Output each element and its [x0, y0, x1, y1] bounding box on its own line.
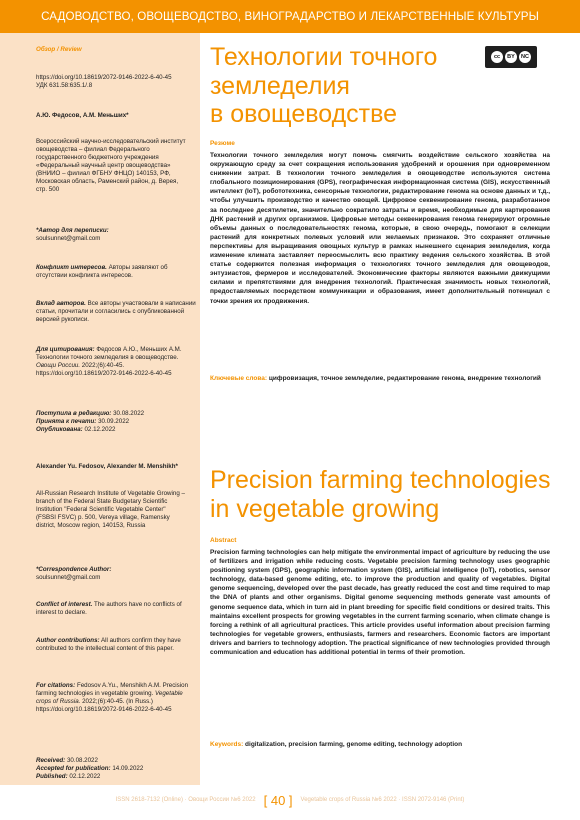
- title-en-line-1: Precision farming technologies: [210, 466, 551, 494]
- keywords-label-en: Keywords:: [210, 741, 244, 748]
- authors-ru: А.Ю. Федосов, А.М. Меньших*: [36, 112, 129, 119]
- conflict-ru: [36, 264, 196, 280]
- title-en-line-2: in vegetable growing: [210, 494, 440, 523]
- accepted-date-en: 14.09.2022: [112, 765, 144, 772]
- conflict-en: [36, 601, 196, 617]
- affiliation-en: All-Russian Research Institute of Vegetable Growing – branch of the Federal State Budgetary Scientific Institution "Federal Scientific Vegetable Center" (FSBSI FSVC) p. 500, Vereya village, Ramensky district, Moscow region, 140153, Russia: [36, 490, 185, 529]
- article-title-en: [210, 466, 550, 523]
- received-label-ru: Поступила в редакцию:: [36, 410, 112, 417]
- contributions-label-en: Author contributions:: [36, 637, 100, 644]
- title-ru-line-2: земледелия: [210, 71, 350, 100]
- citation-label-en: For citations:: [36, 682, 76, 689]
- keywords-ru: [210, 374, 550, 383]
- keywords-en: [210, 740, 550, 749]
- accepted-label-ru: Принята к печати:: [36, 418, 97, 425]
- cc-license-icon[interactable]: [485, 46, 537, 68]
- citation-journal-en: Vegetable crops of Russia.: [36, 690, 183, 705]
- udk-code: УДК 631.58:635.1/.8: [36, 82, 93, 89]
- keywords-label-ru: Ключевые слова:: [210, 375, 268, 382]
- contributions-label-ru: Вклад авторов.: [36, 300, 86, 307]
- published-date-en: 02.12.2022: [69, 773, 101, 780]
- cc-icon: cc: [491, 51, 503, 63]
- citation-text-en: Fedosov A.Yu., Menshikh A.M. Precision farming technologies in vegetable growing.: [36, 682, 189, 697]
- citation-label-ru: Для цитирования:: [36, 346, 95, 353]
- accepted-date-ru: 30.09.2022: [98, 418, 130, 425]
- conflict-text-en: The authors have no conflicts of interest to declare.: [36, 601, 182, 616]
- conflict-label-en: Conflict of interest.: [36, 601, 93, 608]
- correspondence-ru: [36, 227, 196, 243]
- footer-right: Vegetable crops of Russia №6 2022 · ISSN 2072-9146 (Print): [300, 797, 465, 803]
- article-type: Обзор / Review: [36, 46, 82, 53]
- conflict-text-ru: Авторы заявляют об отсутствии конфликта интересов.: [36, 264, 168, 279]
- published-label-ru: Опубликована:: [36, 426, 83, 433]
- abstract-heading-ru: Резюме: [210, 140, 235, 147]
- keywords-text-en: digitalization, precision farming, genome editing, technology adoption: [245, 741, 463, 748]
- contributions-ru: [36, 300, 196, 324]
- dates-en: [36, 757, 196, 781]
- article-title-ru: [210, 43, 437, 129]
- correspondence-en: [36, 566, 196, 582]
- page-number: [ 40 ]: [263, 792, 293, 808]
- citation-en: [36, 682, 196, 714]
- received-date-en: 30.08.2022: [66, 757, 98, 764]
- citation-journal-ru: Овощи России.: [36, 362, 81, 369]
- accepted-label-en: Accepted for publication:: [36, 765, 111, 772]
- conflict-label-ru: Конфликт интересов.: [36, 264, 107, 271]
- abstract-heading-en: Abstract: [210, 537, 237, 544]
- contributions-text-en: All authors confirm they have contributed to the intellectual content of this paper.: [36, 637, 181, 652]
- affiliation-ru: Всероссийский научно-исследовательский институт овощеводства – филиал Федерального государственного бюджетного учреждения «Федеральный научный центр овощеводства» (ВНИИО – филиал ФГБНУ ФНЦО) 140153, РФ, Московская область, Раменский район, д. Верея, стр. 500: [36, 138, 186, 193]
- citation-text-ru: Федосов А.Ю., Меньших А.М. Технологии точного земледелия в овощеводстве.: [36, 346, 182, 361]
- title-ru-line-3: в овощеводстве: [210, 100, 398, 128]
- correspondence-label-en: *Correspondence Author:: [36, 566, 112, 573]
- received-label-en: Received:: [36, 757, 66, 764]
- nc-icon: NC: [519, 51, 531, 63]
- citation-ru: [36, 346, 196, 378]
- section-banner: САДОВОДСТВО, ОВОЩЕВОДСТВО, ВИНОГРАДАРСТВО И ЛЕКАРСТВЕННЫЕ КУЛЬТУРЫ: [0, 0, 580, 33]
- authors-en: Alexander Yu. Fedosov, Alexander M. Menshikh*: [36, 463, 178, 470]
- abstract-en: Precision farming technologies can help mitigate the environmental impact of agriculture by reducing the use of fertilizers and irrigation while reducing costs. Vegetable precision farming technology uses geographic positioning system (GPS), geographic information system (GIS), artificial intelligence (IoT), robotics, sensor technology, data-based genome editing, etc. to improve the production and quality of vegetables. Digital genome sequencing, developed over the past decade, has greatly reduced the cost and time required to map the DNA of plants and other organisms. Digital genome sequencing methods generate vast amounts of genome sequence data, which in turn aid in plant breeding for specific field conditions or desired traits. This maintains excellent prospects for growing vegetables in the current farming scenario, when climate change is forcing a rethink of all agricultural practices. This article provides useful information about precision farming technologies for vegetable growers, enthusiasts, farmers and researchers. Economic factors are important drivers and barriers to technology adoption. The practical significance of new technologies provided through communication and education has additional potential in terms of their promotion.: [210, 549, 550, 657]
- page-footer: [0, 790, 580, 810]
- correspondence-email-ru[interactable]: soulsunnet@gmail.com: [36, 235, 101, 242]
- correspondence-label-ru: *Автор для переписки:: [36, 227, 109, 234]
- published-label-en: Published:: [36, 773, 68, 780]
- title-ru-line-1: Технологии точного: [210, 43, 438, 71]
- citation-doi-en[interactable]: 2022;(6):40-45. (In Russ.) https://doi.org/10.18619/2072-9146-2022-6-40-45: [36, 698, 172, 713]
- contributions-en: [36, 637, 196, 653]
- received-date-ru: 30.08.2022: [113, 410, 145, 417]
- doi-link[interactable]: https://doi.org/10.18619/2072-9146-2022-6-40-45: [36, 74, 172, 81]
- published-date-ru: 02.12.2022: [84, 426, 116, 433]
- by-icon: BY: [505, 51, 517, 63]
- dates-ru: [36, 410, 196, 434]
- contributions-text-ru: Все авторы участвовали в написании статьи, прочитали и согласились с опубликованной версией рукописи.: [36, 300, 196, 323]
- footer-left: ISSN 2618-7132 (Online) · Овощи России №6 2022: [115, 797, 256, 803]
- correspondence-email-en[interactable]: soulsunnet@gmail.com: [36, 574, 101, 581]
- citation-doi-ru[interactable]: 2022;(6):40-45. https://doi.org/10.18619/2072-9146-2022-6-40-45: [36, 362, 172, 377]
- keywords-text-ru: цифровизация, точное земледелие, редактирование генома, внедрение технологий: [268, 375, 541, 382]
- abstract-ru: Технологии точного земледелия могут помочь смягчить воздействие сельского хозяйства на окружающую среду за счет сокращения использования удобрений и орошения при одновременном снижении затрат. В технологии точного земледелия в овощеводстве используются система глобального позиционирования (GPS), географическая информационная система (GIS), искусственный интеллект (IoT), робототехника, сенсорные технологии, редактирование генома на основе данных и т.д., чтобы улучшить производство и качество овощей. Цифровое секвенирование генома, разработанное за последнее десятилетие, значительно сократило затраты и время, необходимые для картирования ДНК растений и других организмов. Цифровые методы секвенирования генома генерируют огромные объемы данных о последовательностях генома, которые, в свою очередь, помогают в селекции растений для конкретных полевых условий или желаемых признаков. Это сохраняет отличные перспективы для выращивания овощных культур в рамках нынешнего сценария земледелия, когда изменение климата заставляет переосмыслить всю практику ведения сельского хозяйства. В этой статье содержится полезная информация о технологиях точного земледелия для овощеводов, энтузиастов, фермеров и исследователей. Экономические факторы являются важными движущими силами и препятствиями для внедрения технологий. Практическая значимость новых технологий, предоставляемых посредством коммуникации и образования, имеет дополнительный потенциал с точки зрения их продвижения.: [210, 152, 550, 305]
